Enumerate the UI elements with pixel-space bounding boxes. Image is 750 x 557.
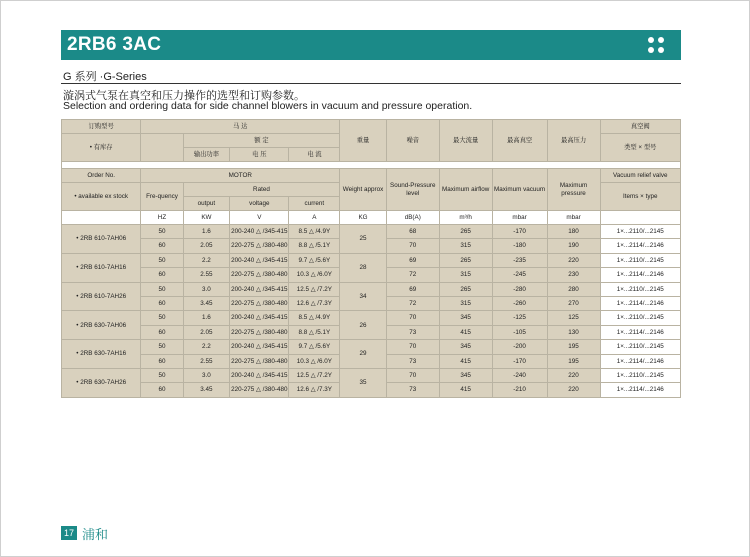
cell-airflow: 345: [439, 340, 492, 354]
cell-airflow: 415: [439, 354, 492, 368]
en-valve: Vacuum relief valve: [600, 169, 681, 183]
cell-airflow: 415: [439, 325, 492, 339]
cell-frequency: 50: [141, 225, 183, 239]
model-name: • 2RB 610-7AH16: [62, 253, 141, 282]
cell-vacuum: -200: [492, 340, 547, 354]
cell-vacuum: -280: [492, 282, 547, 296]
cell-sound: 73: [386, 325, 439, 339]
table-row: [62, 368, 681, 382]
cell-frequency: 60: [141, 354, 183, 368]
divider: [61, 83, 681, 84]
four-dots-icon: [646, 35, 666, 55]
cell-valve: 1×...2114/...2146: [600, 268, 681, 282]
cn-noise: 噪音: [386, 120, 439, 162]
cell-airflow: 315: [439, 239, 492, 253]
cell-current: 9.7 △ /5.6Y: [289, 340, 340, 354]
cell-pressure: 280: [547, 282, 600, 296]
cell-valve: 1×...2114/...2146: [600, 296, 681, 310]
cell-airflow: 315: [439, 296, 492, 310]
table-row: [62, 225, 681, 239]
unit-cell: mbar: [492, 211, 547, 225]
en-output: output: [183, 197, 230, 211]
cell-current: 8.5 △ /4.9Y: [289, 225, 340, 239]
cell-current: 12.5 △ /7.2Y: [289, 282, 340, 296]
cell-output: 2.2: [183, 253, 230, 267]
en-frequency: Fre-quency: [141, 183, 183, 211]
cell-valve: 1×...2110/...2145: [600, 282, 681, 296]
cell-valve: 1×...2114/...2146: [600, 325, 681, 339]
table-row: [62, 282, 681, 296]
table-row: [62, 311, 681, 325]
en-max-airflow: Maximum airflow: [439, 169, 492, 211]
cell-vacuum: -240: [492, 368, 547, 382]
cell-output: 1.6: [183, 311, 230, 325]
cell-voltage: 220-275 △ /380-480: [230, 296, 289, 310]
en-items-type: Items × type: [600, 183, 681, 211]
cell-valve: 1×...2110/...2145: [600, 253, 681, 267]
cell-airflow: 415: [439, 383, 492, 397]
cell-voltage: 200-240 △ /345-415: [230, 225, 289, 239]
cell-frequency: 60: [141, 268, 183, 282]
unit-blank: [600, 211, 681, 225]
cell-frequency: 60: [141, 325, 183, 339]
cell-vacuum: -170: [492, 225, 547, 239]
cell-pressure: 220: [547, 368, 600, 382]
cell-frequency: 50: [141, 340, 183, 354]
en-sound: Sound-Pressure level: [386, 169, 439, 211]
cell-vacuum: -170: [492, 354, 547, 368]
model-name: • 2RB 610-7AH26: [62, 282, 141, 311]
cell-sound: 73: [386, 383, 439, 397]
cell-voltage: 220-275 △ /380-480: [230, 239, 289, 253]
unit-cell: mbar: [547, 211, 600, 225]
cell-output: 2.55: [183, 268, 230, 282]
cell-vacuum: -235: [492, 253, 547, 267]
model-name: • 2RB 610-7AH06: [62, 225, 141, 254]
en-order-no: Order No.: [62, 169, 141, 183]
cell-output: 2.05: [183, 325, 230, 339]
cell-current: 12.6 △ /7.3Y: [289, 383, 340, 397]
cell-frequency: 60: [141, 383, 183, 397]
cell-current: 12.6 △ /7.3Y: [289, 296, 340, 310]
cell-voltage: 200-240 △ /345-415: [230, 282, 289, 296]
cell-sound: 69: [386, 253, 439, 267]
cell-frequency: 50: [141, 282, 183, 296]
cell-sound: 69: [386, 282, 439, 296]
model-name: • 2RB 630-7AH26: [62, 368, 141, 397]
cell-weight: 25: [340, 225, 387, 254]
unit-cell: A: [289, 211, 340, 225]
cn-max-flow: 最大流量: [439, 120, 492, 162]
cell-weight: 26: [340, 311, 387, 340]
cell-voltage: 200-240 △ /345-415: [230, 311, 289, 325]
cell-current: 8.8 △ /5.1Y: [289, 325, 340, 339]
description-cn: 漩涡式气泵在真空和压力操作的选型和订购参数。: [63, 90, 305, 102]
en-motor: MOTOR: [141, 169, 340, 183]
cell-valve: 1×...2114/...2146: [600, 383, 681, 397]
cell-voltage: 220-275 △ /380-480: [230, 354, 289, 368]
unit-blank: [62, 211, 141, 225]
cell-pressure: 230: [547, 268, 600, 282]
cell-output: 3.0: [183, 282, 230, 296]
cn-type-no: 类型 × 型号: [600, 134, 681, 162]
cell-current: 10.3 △ /6.0Y: [289, 354, 340, 368]
cell-frequency: 50: [141, 253, 183, 267]
cell-voltage: 220-275 △ /380-480: [230, 383, 289, 397]
cell-pressure: 180: [547, 225, 600, 239]
cell-airflow: 265: [439, 225, 492, 239]
cell-current: 8.8 △ /5.1Y: [289, 239, 340, 253]
page-title: 2RB6 3AC: [67, 34, 162, 55]
cell-voltage: 200-240 △ /345-415: [230, 340, 289, 354]
cell-weight: 29: [340, 340, 387, 369]
cell-current: 9.7 △ /5.6Y: [289, 253, 340, 267]
cell-frequency: 60: [141, 239, 183, 253]
cell-weight: 34: [340, 282, 387, 311]
cell-frequency: 60: [141, 296, 183, 310]
cn-motor: 马 达: [141, 120, 340, 134]
unit-cell: KW: [183, 211, 230, 225]
cell-weight: 35: [340, 368, 387, 397]
table-spacer: [62, 162, 681, 169]
cell-vacuum: -260: [492, 296, 547, 310]
cn-order-no: 订购型号: [62, 120, 141, 134]
cell-pressure: 195: [547, 354, 600, 368]
en-in-stock: • available ex stock: [62, 183, 141, 211]
cell-sound: 68: [386, 225, 439, 239]
cell-sound: 70: [386, 239, 439, 253]
cn-output: 输出功率: [183, 148, 230, 162]
cn-voltage: 电 压: [230, 148, 289, 162]
cell-pressure: 190: [547, 239, 600, 253]
cell-vacuum: -125: [492, 311, 547, 325]
spec-table: [61, 119, 681, 398]
header-bar: [61, 30, 681, 60]
cn-blank: [141, 134, 183, 162]
cell-airflow: 265: [439, 253, 492, 267]
table-row: [62, 253, 681, 267]
cell-current: 12.5 △ /7.2Y: [289, 368, 340, 382]
cell-valve: 1×...2110/...2145: [600, 340, 681, 354]
description-en: Selection and ordering data for side channel blowers in vacuum and pressure operation.: [63, 100, 473, 112]
brand-name: 浦和: [82, 527, 109, 542]
en-max-pressure: Maximum pressure: [547, 169, 600, 211]
cell-voltage: 200-240 △ /345-415: [230, 368, 289, 382]
model-name: • 2RB 630-7AH16: [62, 340, 141, 369]
cell-pressure: 125: [547, 311, 600, 325]
cn-max-vacuum: 最高真空: [492, 120, 547, 162]
cell-sound: 73: [386, 354, 439, 368]
cell-airflow: 345: [439, 368, 492, 382]
cell-valve: 1×...2110/...2145: [600, 225, 681, 239]
cn-weight: 重量: [340, 120, 387, 162]
cell-valve: 1×...2114/...2146: [600, 354, 681, 368]
cell-pressure: 270: [547, 296, 600, 310]
model-rows: [62, 225, 681, 398]
cell-sound: 70: [386, 311, 439, 325]
cell-voltage: 200-240 △ /345-415: [230, 253, 289, 267]
cell-vacuum: -210: [492, 383, 547, 397]
cell-output: 2.05: [183, 239, 230, 253]
en-current: current: [289, 197, 340, 211]
cell-sound: 72: [386, 296, 439, 310]
en-weight: Weight approx: [340, 169, 387, 211]
cell-frequency: 50: [141, 311, 183, 325]
cell-airflow: 265: [439, 282, 492, 296]
cell-output: 3.0: [183, 368, 230, 382]
cell-valve: 1×...2110/...2145: [600, 311, 681, 325]
cell-output: 3.45: [183, 296, 230, 310]
cell-pressure: 220: [547, 383, 600, 397]
cell-valve: 1×...2114/...2146: [600, 239, 681, 253]
cell-airflow: 315: [439, 268, 492, 282]
cell-vacuum: -105: [492, 325, 547, 339]
cell-sound: 70: [386, 368, 439, 382]
cell-output: 2.2: [183, 340, 230, 354]
cn-rated: 额 定: [183, 134, 340, 148]
en-rated: Rated: [183, 183, 340, 197]
cell-vacuum: -180: [492, 239, 547, 253]
cell-voltage: 220-275 △ /380-480: [230, 325, 289, 339]
en-voltage: voltage: [230, 197, 289, 211]
table-row: [62, 340, 681, 354]
cell-voltage: 220-275 △ /380-480: [230, 268, 289, 282]
unit-cell: KG: [340, 211, 387, 225]
cn-valve: 真空阀: [600, 120, 681, 134]
cell-weight: 28: [340, 253, 387, 282]
page-number: 17: [61, 526, 77, 540]
en-max-vacuum: Maximum vacuum: [492, 169, 547, 211]
cell-output: 2.55: [183, 354, 230, 368]
unit-cell: m³/h: [439, 211, 492, 225]
cn-current: 电 流: [289, 148, 340, 162]
cell-current: 8.5 △ /4.9Y: [289, 311, 340, 325]
cell-pressure: 130: [547, 325, 600, 339]
series-label: G 系列 ·G-Series: [63, 71, 147, 83]
unit-cell: HZ: [141, 211, 183, 225]
unit-cell: V: [230, 211, 289, 225]
model-name: • 2RB 630-7AH06: [62, 311, 141, 340]
cell-valve: 1×...2110/...2145: [600, 368, 681, 382]
cell-pressure: 195: [547, 340, 600, 354]
cn-max-pressure: 最高压力: [547, 120, 600, 162]
cell-vacuum: -245: [492, 268, 547, 282]
cell-output: 3.45: [183, 383, 230, 397]
cell-output: 1.6: [183, 225, 230, 239]
unit-cell: dB(A): [386, 211, 439, 225]
cell-sound: 72: [386, 268, 439, 282]
cell-frequency: 50: [141, 368, 183, 382]
cn-in-stock: • 有库存: [62, 134, 141, 162]
cell-airflow: 345: [439, 311, 492, 325]
cell-current: 10.3 △ /6.0Y: [289, 268, 340, 282]
cell-sound: 70: [386, 340, 439, 354]
cell-pressure: 220: [547, 253, 600, 267]
